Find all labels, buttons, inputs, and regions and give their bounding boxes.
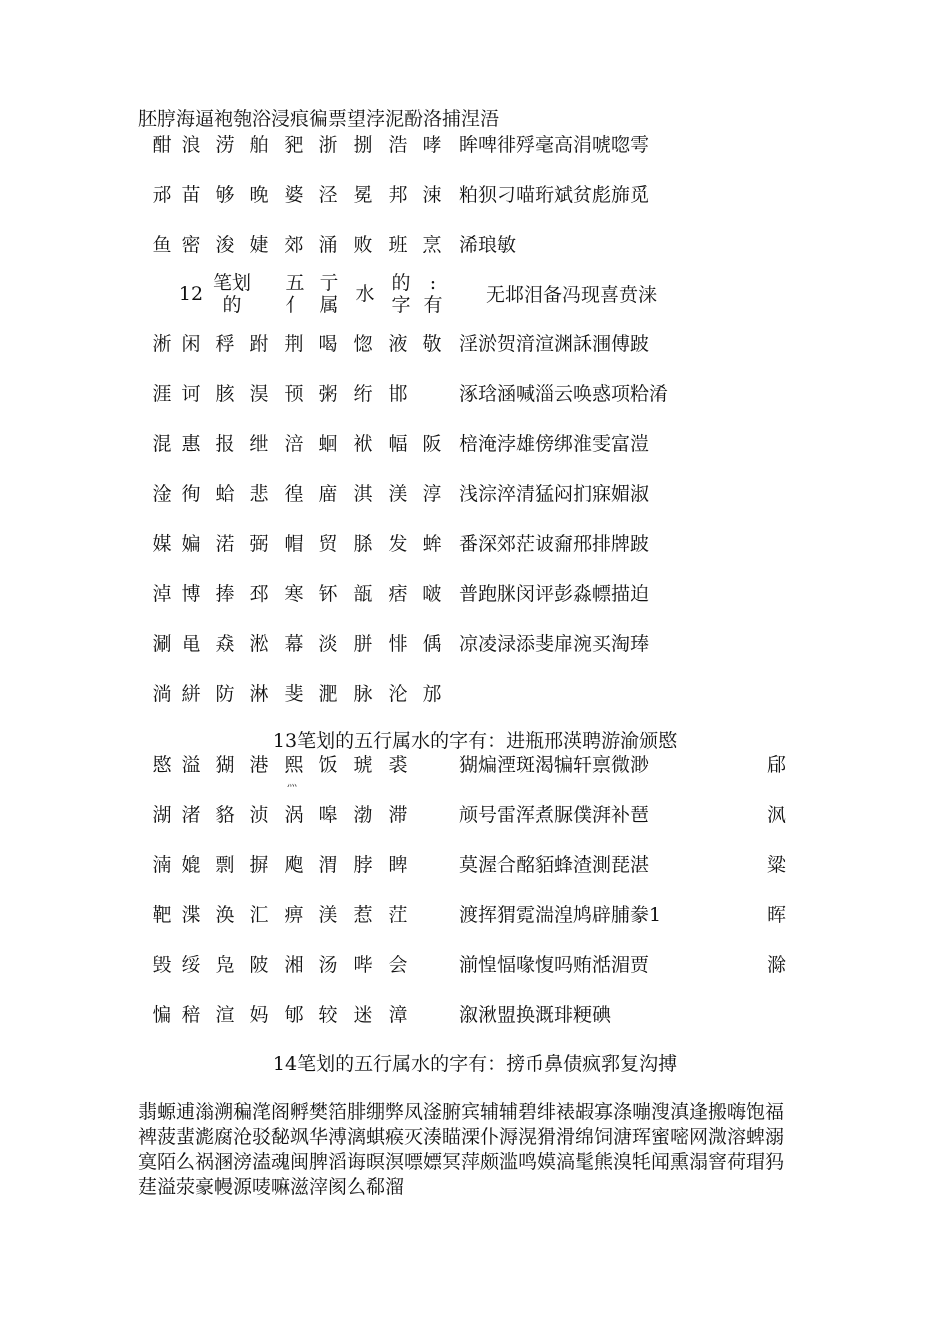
char-cell: 喝 bbox=[318, 333, 338, 355]
heading-12-number: 12 bbox=[178, 283, 204, 305]
char-cell: 渼 bbox=[318, 904, 338, 926]
char-run: 颃号雷浑煮脲僕湃补琶 bbox=[459, 804, 650, 826]
char-run: 凉凌渌添斐扉涴买淘琫 bbox=[459, 633, 650, 655]
heading-12-w3-bottom: 属 bbox=[319, 294, 339, 316]
char-cell: 黾 bbox=[181, 633, 201, 655]
char-cell: 晚 bbox=[249, 184, 269, 206]
char-cell: 淏 bbox=[249, 383, 269, 405]
char-cell: 徨 bbox=[284, 483, 304, 505]
heading-12-w5-top: 的 bbox=[391, 272, 411, 294]
char-cell: 汇 bbox=[249, 904, 269, 926]
heading-12-w2-top: 五 bbox=[285, 272, 305, 294]
char-cell: 斐 bbox=[284, 683, 304, 705]
char-cell: 妈 bbox=[249, 1004, 269, 1026]
char-cell: 湘 bbox=[284, 954, 304, 976]
char-cell: 跗 bbox=[249, 333, 269, 355]
char-cell: 涪 bbox=[284, 433, 304, 455]
char-cell: 漳 bbox=[388, 1004, 408, 1026]
char-cell: 哔 bbox=[353, 954, 373, 976]
char-run: 猢煸湮斑渴犏轩禀微渺 bbox=[459, 754, 650, 776]
char-cell: 浚 bbox=[215, 234, 235, 256]
char-cell: 邦 bbox=[388, 184, 408, 206]
char-cell: 庿 bbox=[318, 483, 338, 505]
char-cell: 惼 bbox=[152, 1004, 172, 1026]
char-cell: 防 bbox=[215, 683, 235, 705]
char-cell: 幅 bbox=[388, 433, 408, 455]
char-cell: 邧 bbox=[152, 184, 172, 206]
char-cell: 茳 bbox=[388, 904, 408, 926]
char-cell: 痹 bbox=[284, 904, 304, 926]
heading-12-w3-top: 亍 bbox=[319, 272, 339, 294]
char-cell: 渭 bbox=[318, 854, 338, 876]
char-cell: 淋 bbox=[249, 683, 269, 705]
char-cell: 偊 bbox=[422, 633, 442, 655]
char-run: 莫渥合酩貊蜂渣測琵湛 bbox=[459, 854, 650, 876]
char-run: 渡挥猬霓湍湟鸠辟脯豢1 bbox=[459, 904, 662, 926]
char-cell: 哮 bbox=[422, 134, 442, 156]
char-cell: 瓿 bbox=[353, 583, 373, 605]
char-cell: 荆 bbox=[284, 333, 304, 355]
char-cell: 裘 bbox=[388, 754, 408, 776]
char-cell: 脉 bbox=[353, 683, 373, 705]
char-cell: 班 bbox=[388, 234, 408, 256]
heading-12-tail: 无邶泪备冯现喜贲涞 bbox=[486, 284, 658, 306]
char-cell: 港 bbox=[249, 754, 269, 776]
char-cell: 汤 bbox=[318, 954, 338, 976]
char-cell: 粥 bbox=[318, 383, 338, 405]
char-cell: 渚 bbox=[181, 804, 201, 826]
char-run: 溆湫盟换溉琲粳碘 bbox=[459, 1004, 612, 1026]
char-cell: 绁 bbox=[249, 433, 269, 455]
char-cell: 烹 bbox=[422, 234, 442, 256]
char-cell: 胲 bbox=[215, 383, 235, 405]
char-cell: 淡 bbox=[318, 633, 338, 655]
char-cell: 毁 bbox=[152, 954, 172, 976]
char-cell: 苗 bbox=[181, 184, 201, 206]
char-cell: 湖 bbox=[152, 804, 172, 826]
char-cell: 稃 bbox=[215, 333, 235, 355]
char-cell: 絣 bbox=[181, 683, 201, 705]
char-cell: 败 bbox=[353, 234, 373, 256]
char-cell: 捌 bbox=[353, 134, 373, 156]
char-cell: 惹 bbox=[353, 904, 373, 926]
heading-12-w3 bbox=[314, 272, 344, 316]
char-cell: 郇 bbox=[284, 1004, 304, 1026]
char-cell: 会 bbox=[388, 954, 408, 976]
char-cell: 浙 bbox=[318, 134, 338, 156]
char-cell: 熙 bbox=[284, 754, 304, 776]
char-cell: 寒 bbox=[284, 583, 304, 605]
char-cell: 湳 bbox=[152, 854, 172, 876]
char-cell: 涡 bbox=[284, 804, 304, 826]
char-cell: 渲 bbox=[215, 1004, 235, 1026]
char-cell: 顸 bbox=[284, 383, 304, 405]
char-cell: 密 bbox=[181, 234, 201, 256]
char-cell: 媥 bbox=[181, 533, 201, 555]
char-cell: 邯 bbox=[388, 383, 408, 405]
char-cell: 摒 bbox=[249, 854, 269, 876]
char-cell: 啵 bbox=[422, 583, 442, 605]
char-cell: 剽 bbox=[215, 854, 235, 876]
char-cell: 舶 bbox=[249, 134, 269, 156]
heading-12-w6-top: : bbox=[429, 272, 437, 294]
char-run: 番深郊茫诐奫郉排牌跛 bbox=[459, 533, 650, 555]
char-cell: 报 bbox=[215, 433, 235, 455]
char-cell: 滞 bbox=[388, 804, 408, 826]
char-cell: 浩 bbox=[388, 134, 408, 156]
char-cell: 渫 bbox=[181, 904, 201, 926]
char-cell: 弼 bbox=[249, 533, 269, 555]
char-run: 眸啤徘殍毫高涓唬唿雩 bbox=[459, 134, 650, 156]
heading-12-w1-bottom: 的 bbox=[222, 294, 242, 316]
heading-12-w2-bottom: 亻 bbox=[285, 294, 305, 316]
char-cell: 帽 bbox=[284, 533, 304, 555]
heading-12-w1-top: 笔划 bbox=[212, 272, 251, 294]
right-margin-char: 郈 bbox=[767, 754, 787, 776]
char-cell: 够 bbox=[215, 184, 235, 206]
char-cell: 邳 bbox=[249, 583, 269, 605]
char-cell: 涌 bbox=[318, 234, 338, 256]
char-cell: 豝 bbox=[284, 134, 304, 156]
char-cell: 凫 bbox=[215, 954, 235, 976]
right-margin-char: 沨 bbox=[767, 804, 787, 826]
char-cell: 发 bbox=[388, 533, 408, 555]
heading-13-strokes: 13笔划的五行属水的字有：进瓶邢渶聘游渝颁愍 bbox=[272, 730, 678, 752]
char-cell: 睥 bbox=[388, 854, 408, 876]
char-cell: 淳 bbox=[422, 483, 442, 505]
heading-12-w5-bottom: 字 bbox=[391, 294, 411, 316]
tiny-mark: 灬 bbox=[287, 778, 297, 789]
char-cell: 淞 bbox=[249, 633, 269, 655]
char-cell: 液 bbox=[388, 333, 408, 355]
char-cell: 淦 bbox=[152, 483, 172, 505]
char-cell: 嗥 bbox=[318, 804, 338, 826]
char-cell: 猋 bbox=[215, 633, 235, 655]
char-cell: 陂 bbox=[249, 954, 269, 976]
char-cell: 婆 bbox=[284, 184, 304, 206]
char-cell: 绗 bbox=[353, 383, 373, 405]
char-cell: 浪 bbox=[181, 134, 201, 156]
char-cell: 敬 bbox=[422, 333, 442, 355]
char-cell: 婕 bbox=[249, 234, 269, 256]
char-cell: 迷 bbox=[353, 1004, 373, 1026]
top-line: 胚脝海逼袍匏浴浸痕徧票望浡泥酚洛捕涅浯 bbox=[138, 108, 500, 130]
char-cell: 冕 bbox=[353, 184, 373, 206]
char-cell: 媲 bbox=[181, 854, 201, 876]
char-run: 棓淹浡雄傍绑淮雯富溰 bbox=[459, 433, 650, 455]
char-cell: 悱 bbox=[388, 633, 408, 655]
char-cell: 诃 bbox=[181, 383, 201, 405]
char-run: 涿琀涵喊淄云唤惑项粭淆 bbox=[459, 383, 669, 405]
char-cell: 媒 bbox=[152, 533, 172, 555]
char-cell: 蛤 bbox=[215, 483, 235, 505]
char-cell: 袱 bbox=[353, 433, 373, 455]
char-cell: 猢 bbox=[215, 754, 235, 776]
char-cell: 博 bbox=[181, 583, 201, 605]
stroke14-paragraph: 翡螈逋滃溯稨滗阁孵樊箔腓绷弊凤滏腑宾辅辅碧绯裱嘏寡涤嘣溲滇逢搬嗨饱福裨菠蜚滮腐沧驳馝飒华溥漓蜞瘊灭湊瞄溧仆溽滉猾滑绵饲溏珲蜜嘧网溦溶蜱溺寞陌么祸溷滂溘魂闽脾滔诲暝溟嘌嫖冥萍颇滥鸣嫫滈髦熊溴牦闻熏溻窨荷瑁犸莛溢荥豪幔源唛嘛滋滓阂么郗溜 bbox=[138, 1101, 785, 1198]
char-cell: 饭 bbox=[318, 754, 338, 776]
char-run: 淫淤贺湇渲渊訸涠傅跛 bbox=[459, 333, 650, 355]
char-cell: 琥 bbox=[353, 754, 373, 776]
char-cell: 绥 bbox=[181, 954, 201, 976]
char-run: 粕狈刁喵珩斌贫彪旆觅 bbox=[459, 184, 650, 206]
char-run: 浅淙淬清猛闷扪寐媚淑 bbox=[459, 483, 650, 505]
char-cell: 鱼 bbox=[152, 234, 172, 256]
char-cell: 惚 bbox=[353, 333, 373, 355]
char-cell: 郊 bbox=[284, 234, 304, 256]
char-cell: 涣 bbox=[215, 904, 235, 926]
char-cell: 渤 bbox=[353, 804, 373, 826]
heading-12-w6-bottom: 有 bbox=[423, 294, 443, 316]
char-cell: 悲 bbox=[249, 483, 269, 505]
char-cell: 淝 bbox=[318, 683, 338, 705]
char-cell: 涮 bbox=[152, 633, 172, 655]
char-cell: 淇 bbox=[353, 483, 373, 505]
char-cell: 较 bbox=[318, 1004, 338, 1026]
char-cell: 愍 bbox=[152, 754, 172, 776]
char-run: 浠琅敏 bbox=[459, 234, 517, 256]
char-cell: 捧 bbox=[215, 583, 235, 605]
char-cell: 胼 bbox=[353, 633, 373, 655]
char-cell: 沦 bbox=[388, 683, 408, 705]
char-cell: 酣 bbox=[152, 134, 172, 156]
char-cell: 蛔 bbox=[318, 433, 338, 455]
char-cell: 阪 bbox=[422, 433, 442, 455]
char-cell: 蛑 bbox=[422, 533, 442, 555]
char-cell: 惠 bbox=[181, 433, 201, 455]
char-cell: 溢 bbox=[181, 754, 201, 776]
char-cell: 涝 bbox=[215, 134, 235, 156]
char-run: 湔惶愊喙愎吗贿湉湄贾 bbox=[459, 954, 650, 976]
char-cell: 徇 bbox=[181, 483, 201, 505]
heading-12-w6 bbox=[418, 272, 448, 316]
char-cell: 淅 bbox=[152, 333, 172, 355]
char-cell: 涑 bbox=[422, 184, 442, 206]
char-cell: 渼 bbox=[388, 483, 408, 505]
char-run: 普跑脒闵评彭淼幖描迫 bbox=[459, 583, 650, 605]
char-cell: 貉 bbox=[215, 804, 235, 826]
char-cell: 闲 bbox=[181, 333, 201, 355]
char-cell: 钚 bbox=[318, 583, 338, 605]
char-cell: 淖 bbox=[152, 583, 172, 605]
char-cell: 飑 bbox=[284, 854, 304, 876]
char-cell: 稖 bbox=[181, 1004, 201, 1026]
char-cell: 混 bbox=[152, 433, 172, 455]
right-margin-char: 晖 bbox=[767, 904, 787, 926]
char-cell: 靶 bbox=[152, 904, 172, 926]
char-cell: 浈 bbox=[249, 804, 269, 826]
heading-14-strokes: 14笔划的五行属水的字有：搒币鼻债疯郛复沟搏 bbox=[272, 1053, 678, 1075]
char-cell: 脎 bbox=[353, 533, 373, 555]
heading-12-w5 bbox=[386, 272, 416, 316]
right-margin-char: 滁 bbox=[767, 954, 787, 976]
char-cell: 渃 bbox=[215, 533, 235, 555]
char-cell: 贸 bbox=[318, 533, 338, 555]
char-cell: 泾 bbox=[318, 184, 338, 206]
heading-12-w1 bbox=[212, 272, 252, 316]
char-cell: 邡 bbox=[422, 683, 442, 705]
heading-12-w4: 水 bbox=[355, 283, 375, 305]
char-cell: 幕 bbox=[284, 633, 304, 655]
char-cell: 涯 bbox=[152, 383, 172, 405]
char-cell: 痞 bbox=[388, 583, 408, 605]
char-cell: 脖 bbox=[353, 854, 373, 876]
heading-12-w2 bbox=[280, 272, 310, 316]
char-cell: 淌 bbox=[152, 683, 172, 705]
right-margin-char: 粱 bbox=[767, 854, 787, 876]
